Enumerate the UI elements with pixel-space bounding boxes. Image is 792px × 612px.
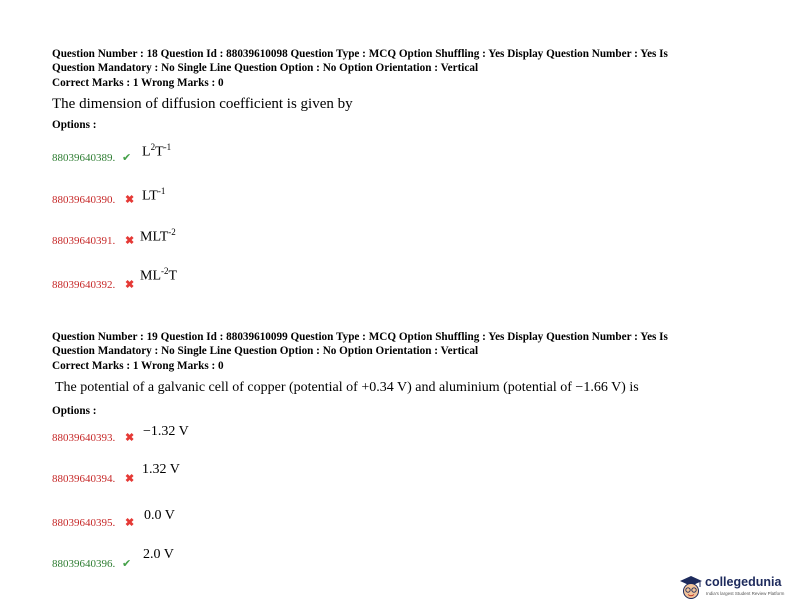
logo-name: collegedunia: [705, 575, 782, 589]
graduate-mascot-icon: [678, 574, 704, 602]
option-id: 88039640392.: [52, 279, 116, 291]
option-value[interactable]: 2.0 V: [143, 547, 174, 562]
question-19-options-label: Options :: [52, 405, 97, 417]
option-id: 88039640396.: [52, 558, 116, 570]
cross-icon: ✖: [125, 432, 135, 444]
question-19-marks: Correct Marks : 1 Wrong Marks : 0: [52, 360, 224, 372]
question-19-meta: [52, 330, 752, 358]
option-value[interactable]: $L^2T^{-1}$: [142, 142, 172, 160]
option-id: 88039640394.: [52, 473, 116, 485]
question-18-options-label: Options :: [52, 119, 97, 131]
check-icon: ✔: [122, 152, 132, 164]
cross-icon: ✖: [125, 279, 135, 291]
check-icon: ✔: [122, 558, 132, 570]
option-value[interactable]: $MLT^{-2}$: [140, 227, 176, 245]
collegedunia-logo: [678, 574, 786, 604]
cross-icon: ✖: [125, 194, 135, 206]
question-19-text: The potential of a galvanic cell of copper (potential of +0.34 V) and aluminium (potential of −1.66 V) is: [55, 380, 639, 395]
option-id: 88039640395.: [52, 517, 116, 529]
meta-line-1: Question Number : 18 Question Id : 88039610098 Question Type : MCQ Option Shuffling : Yes Display Question Number : Yes Is: [52, 48, 668, 60]
cross-icon: ✖: [125, 517, 135, 529]
option-value[interactable]: 0.0 V: [144, 508, 175, 523]
option-id: 88039640391.: [52, 235, 116, 247]
option-value[interactable]: $LT^{-1}$: [142, 186, 166, 204]
question-18-marks: Correct Marks : 1 Wrong Marks : 0: [52, 77, 224, 89]
option-value[interactable]: −1.32 V: [143, 424, 189, 439]
question-18-meta: [52, 47, 752, 75]
option-value[interactable]: $ML^{-2}T$: [140, 266, 178, 284]
question-18-text: The dimension of diffusion coefficient is given by: [52, 96, 353, 112]
cross-icon: ✖: [125, 235, 135, 247]
option-id: 88039640393.: [52, 432, 116, 444]
option-id: 88039640390.: [52, 194, 116, 206]
meta-line-2: Question Mandatory : No Single Line Question Option : No Option Orientation : Vertical: [52, 345, 479, 357]
option-value[interactable]: 1.32 V: [142, 462, 180, 477]
meta-line-2: Question Mandatory : No Single Line Question Option : No Option Orientation : Vertical: [52, 62, 479, 74]
meta-line-1: Question Number : 19 Question Id : 88039610099 Question Type : MCQ Option Shuffling : Yes Display Question Number : Yes Is: [52, 331, 668, 343]
logo-tagline: India's largest Student Review Platform: [706, 591, 785, 596]
cross-icon: ✖: [125, 473, 135, 485]
option-id: 88039640389.: [52, 152, 116, 164]
